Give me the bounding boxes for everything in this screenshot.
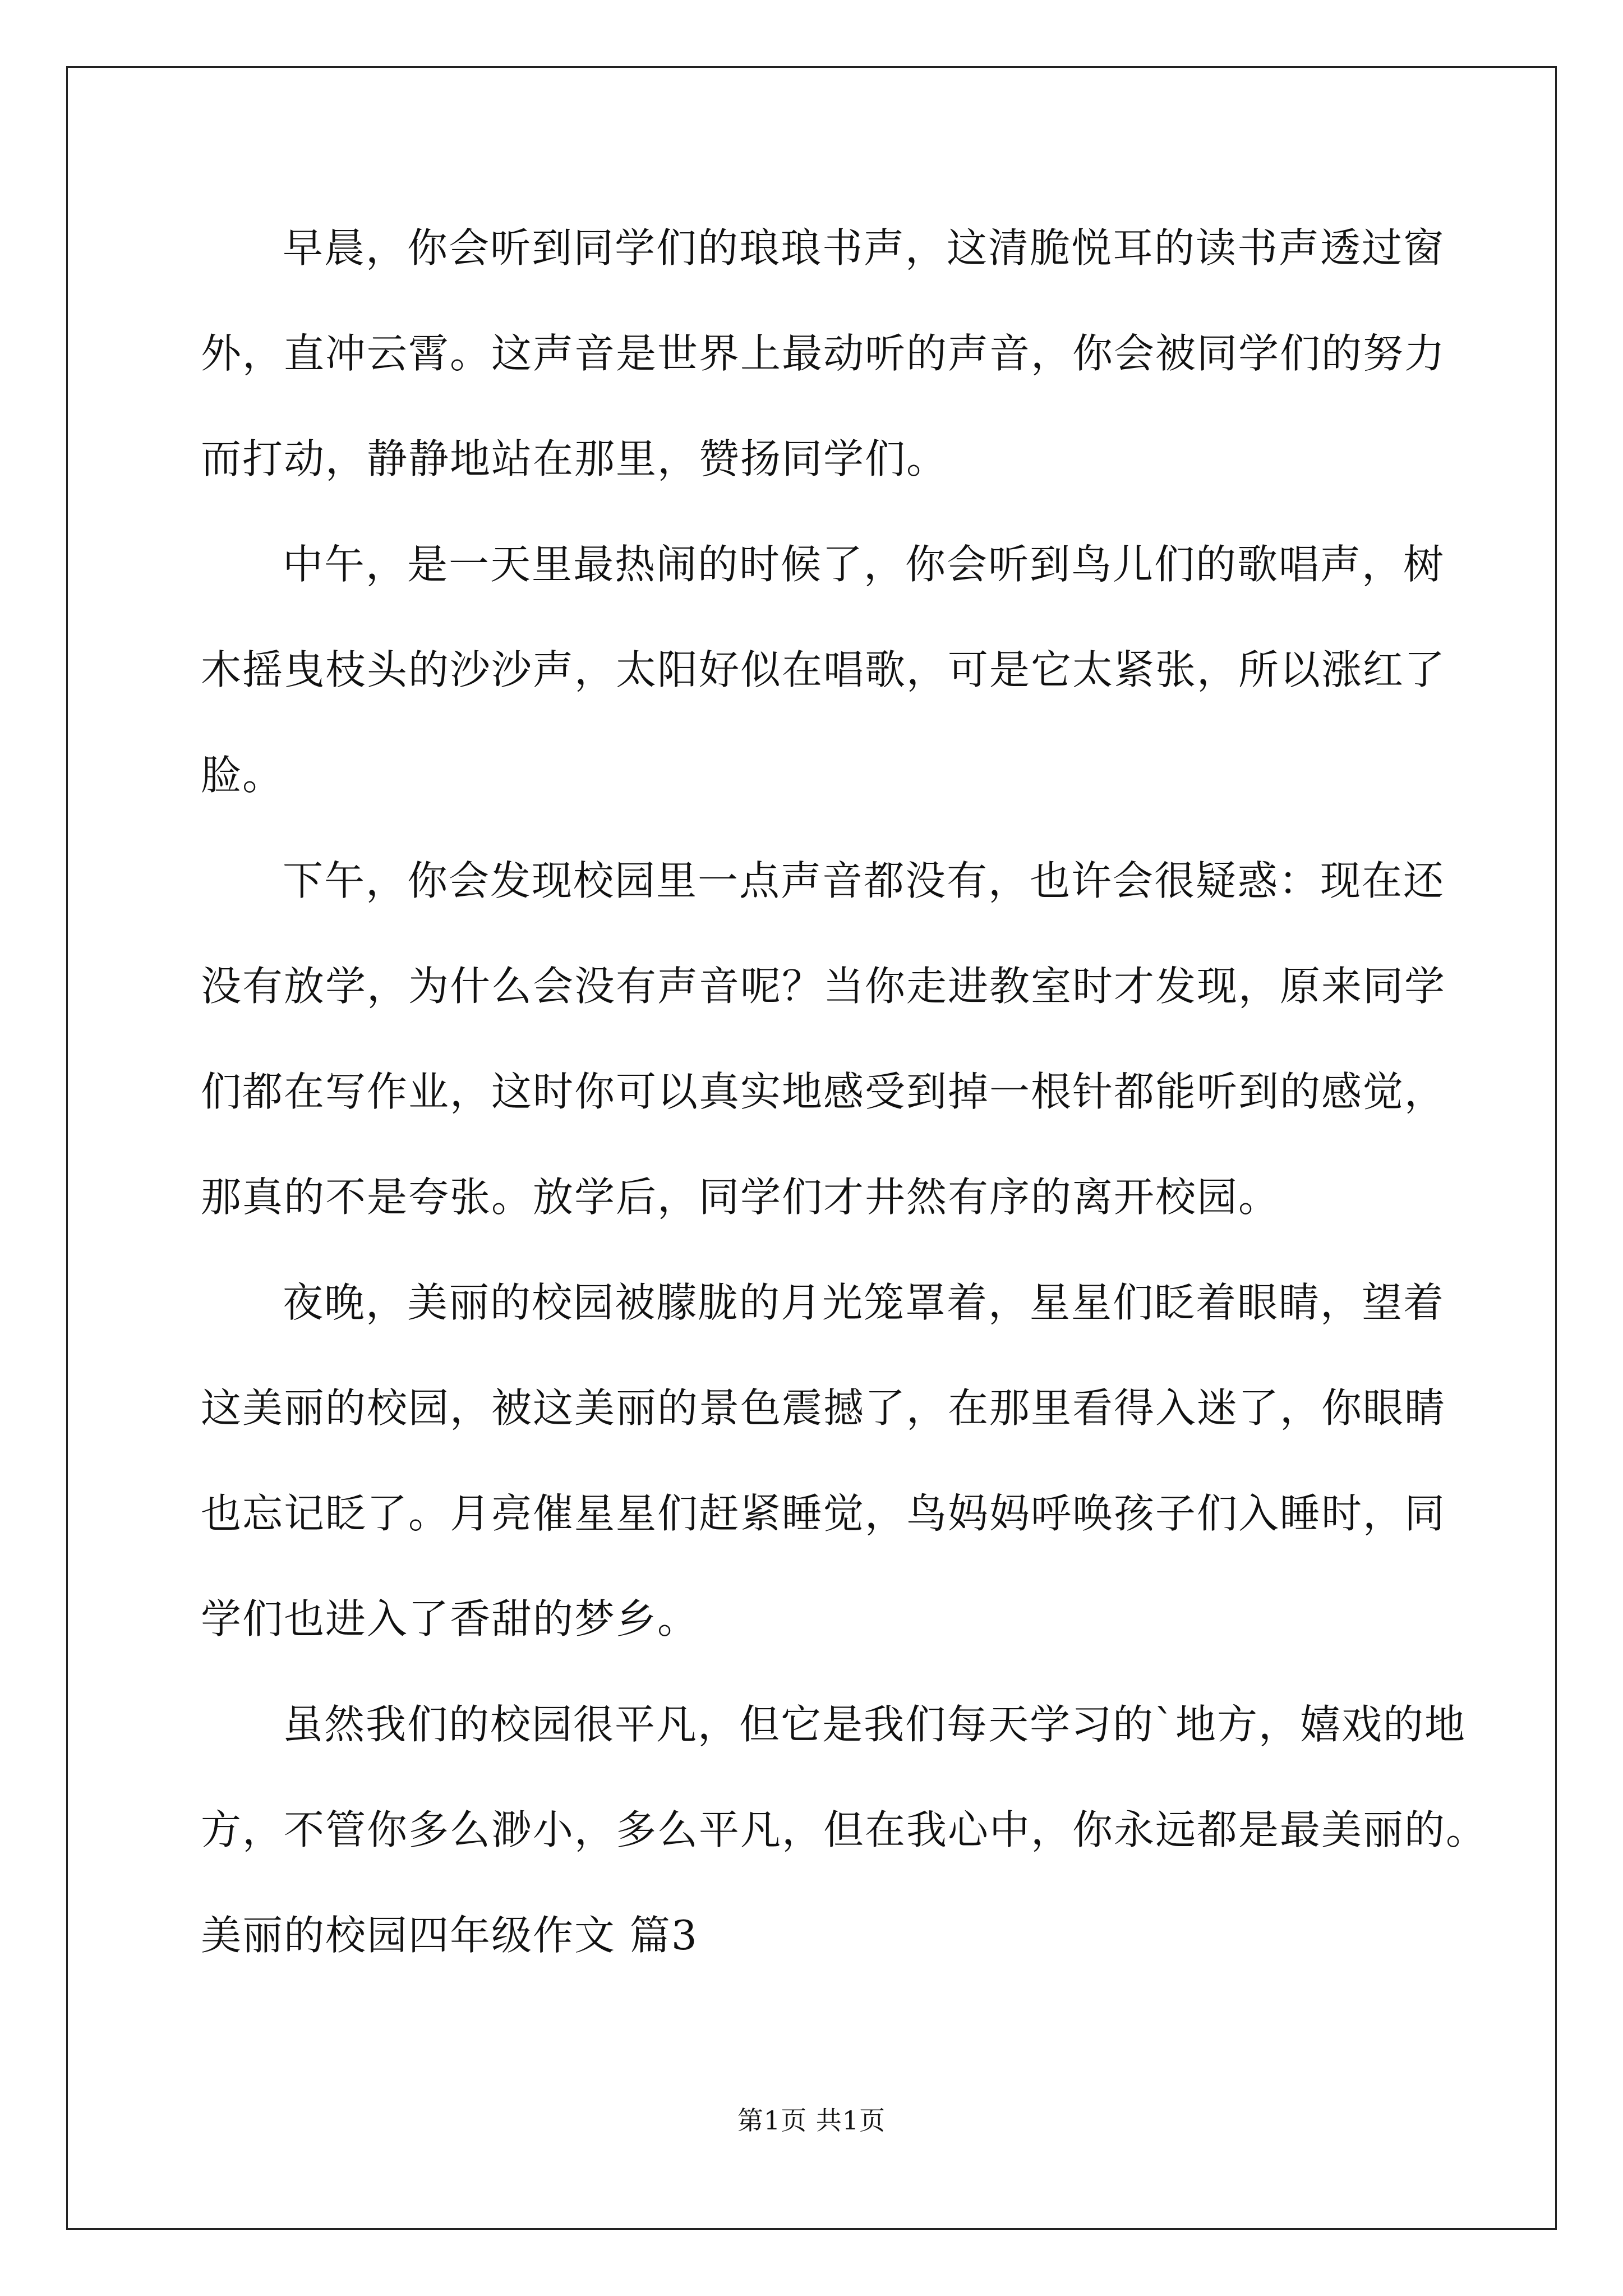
- text-line: 没有放学，为什么会没有声音呢？当你走进教室时才发现，原来同学: [201, 963, 1446, 1010]
- text-line: 夜晚，美丽的校园被朦胧的月光笼罩着，星星们眨着眼睛，望着: [283, 1279, 1445, 1326]
- text-line: 那真的不是夸张。放学后，同学们才井然有序的离开校园。: [201, 1174, 1280, 1221]
- text-line: 外，直冲云霄。这声音是世界上最动听的声音，你会被同学们的努力: [201, 330, 1446, 377]
- text-line: 早晨，你会听到同学们的琅琅书声，这清脆悦耳的读书声透过窗: [283, 224, 1445, 272]
- text-line: 中午，是一天里最热闹的时候了，你会听到鸟儿们的歌唱声，树: [283, 541, 1445, 588]
- text-line: 这美丽的校园，被这美丽的景色震撼了，在那里看得入迷了，你眼睛: [201, 1384, 1446, 1432]
- text-line: 脸。: [201, 752, 284, 799]
- text-line: 而打动，静静地站在那里，赞扬同学们。: [201, 435, 948, 482]
- text-line: 也忘记眨了。月亮催星星们赶紧睡觉，鸟妈妈呼唤孩子们入睡时，同: [201, 1490, 1446, 1537]
- text-line: 们都在写作业，这时你可以真实地感受到掉一根针都能听到的感觉，: [201, 1068, 1446, 1115]
- document-body: [201, 209, 1488, 2001]
- text-line: 木摇曳枝头的沙沙声，太阳好似在唱歌，可是它太紧张，所以涨红了: [201, 646, 1446, 693]
- text-line: 方，不管你多么渺小，多么平凡，但在我心中，你永远都是最美丽的。: [201, 1806, 1488, 1853]
- section-heading: 美丽的校园四年级作文 篇3: [201, 1912, 698, 1959]
- page-footer: 第1页 共1页: [737, 2105, 886, 2136]
- text-line: 虽然我们的校园很平凡，但它是我们每天学习的`地方，嬉戏的地: [283, 1701, 1467, 1748]
- text-line: 下午，你会发现校园里一点声音都没有，也许会很疑惑：现在还: [283, 857, 1445, 904]
- text-line: 学们也进入了香甜的梦乡。: [201, 1595, 699, 1642]
